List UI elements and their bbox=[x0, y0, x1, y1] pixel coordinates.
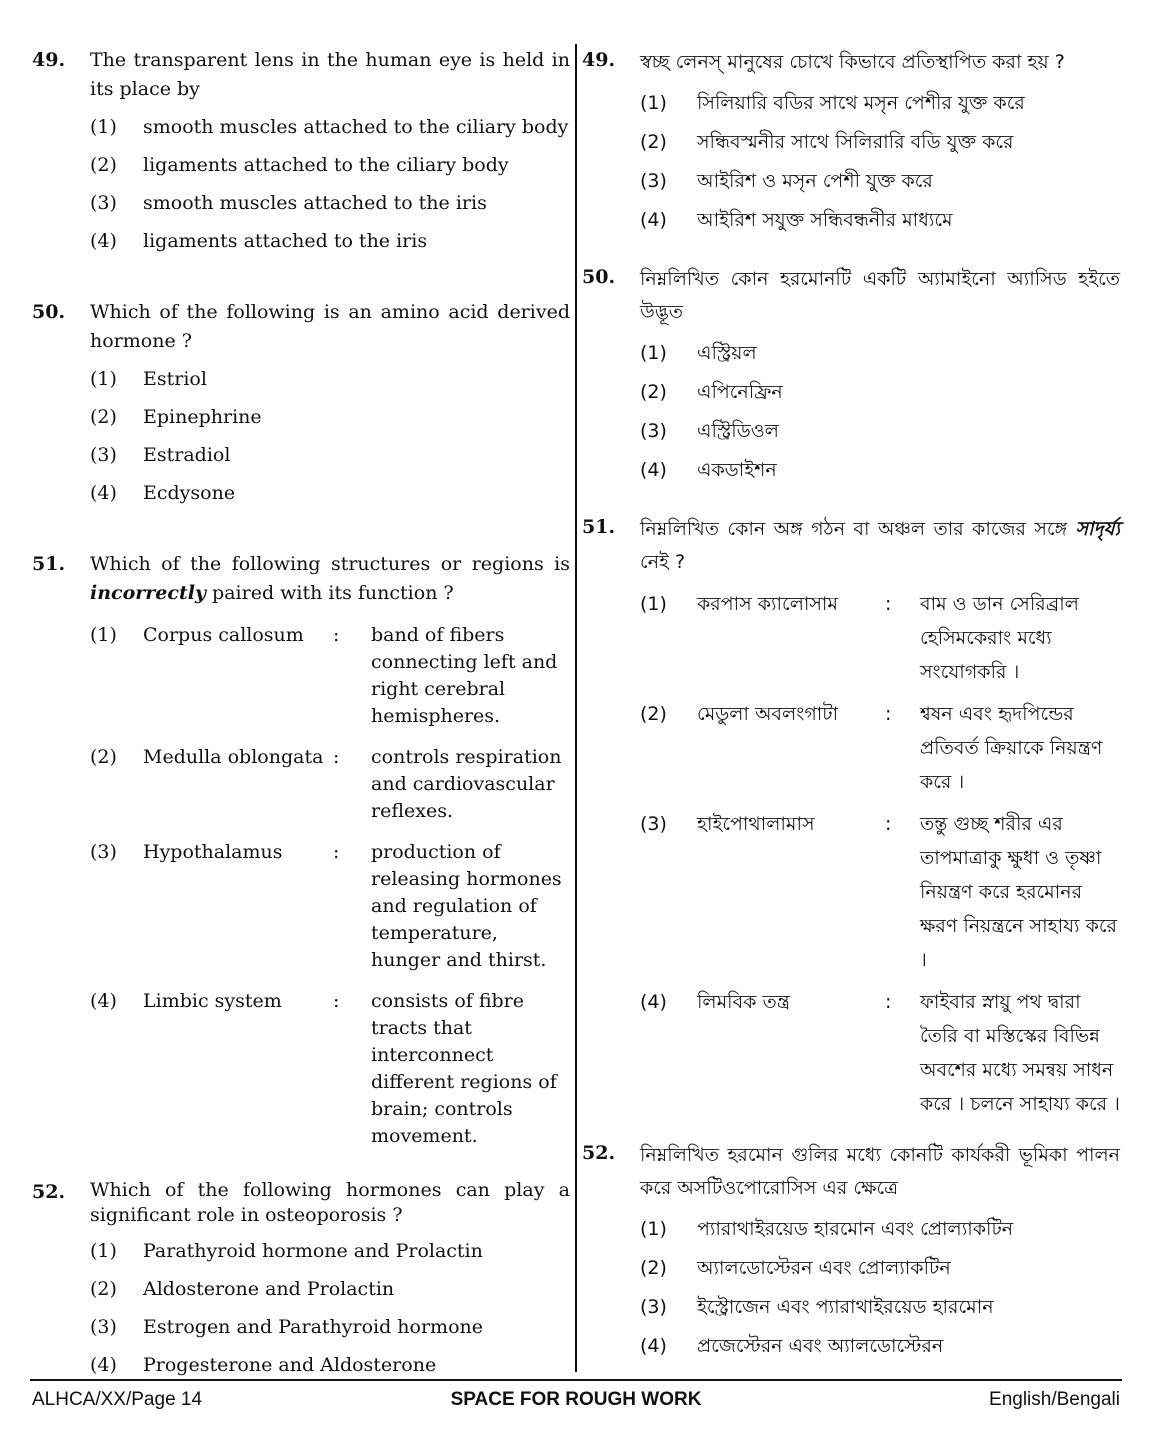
option bbox=[90, 1275, 570, 1304]
option-number: (4) bbox=[90, 1354, 117, 1376]
option-number: (3) bbox=[90, 444, 117, 466]
question-text-before: নিম্নলিখিত কোন অঙ্গ গঠন বা অঞ্চল তার কাজের সঙ্গে bbox=[640, 518, 1068, 540]
option-text: Estriol bbox=[143, 368, 207, 390]
option-number: (1) bbox=[640, 1218, 667, 1240]
question-49-bengali bbox=[582, 46, 1120, 235]
pair-term: Medulla oblongata bbox=[143, 746, 324, 768]
pair-term: Limbic system bbox=[143, 990, 282, 1012]
option-text: Estradiol bbox=[143, 444, 231, 466]
pair-description: production of releasing hormones and regulation of temperature, hunger and thirst. bbox=[371, 841, 562, 971]
question-49 bbox=[32, 46, 570, 256]
option-number: (1) bbox=[90, 1240, 117, 1262]
option-text: সন্ধিবস্মনীর সাথে সিলিরারি বডি যুক্ত করে bbox=[697, 131, 1014, 153]
bengali-column bbox=[582, 46, 1120, 1361]
option-text: Progesterone and Aldosterone bbox=[143, 1354, 437, 1376]
pair-term: লিমবিক তন্ত্র bbox=[697, 991, 790, 1013]
english-column bbox=[32, 46, 570, 1380]
question-50 bbox=[32, 298, 570, 508]
option bbox=[90, 1351, 570, 1380]
option-number: (2) bbox=[640, 381, 667, 403]
option bbox=[90, 227, 570, 256]
option-number: (2) bbox=[90, 1278, 117, 1300]
question-text: স্বচ্ছ লেনস্ মানুষের চোখে কিভাবে প্রতিস্থাপিত করা হয় ? bbox=[640, 51, 1065, 73]
option-number: (3) bbox=[640, 170, 667, 192]
option-number: (1) bbox=[90, 368, 117, 390]
option-number: (3) bbox=[90, 841, 117, 863]
option-text: ইস্ট্রোজেন এবং প্যারাথাইরয়েড হারমোন bbox=[697, 1296, 994, 1318]
question-text: The transparent lens in the human eye is held in its place by bbox=[90, 49, 570, 100]
option-text: Estrogen and Parathyroid hormone bbox=[143, 1316, 483, 1338]
option-number: (2) bbox=[640, 131, 667, 153]
pair-description: controls respiration and cardiovascular reflexes. bbox=[371, 746, 562, 822]
pair-term: Corpus callosum bbox=[143, 624, 304, 646]
option-text: একডাইশন bbox=[697, 459, 777, 481]
option-number: (2) bbox=[90, 154, 117, 176]
option bbox=[90, 365, 570, 394]
option-text: এস্ট্রিয়ল bbox=[697, 342, 757, 364]
option-text: আইরিশ সযুক্ত সন্ধিবন্ধনীর মাধ্যমে bbox=[697, 209, 953, 231]
match-pair bbox=[90, 744, 570, 825]
option-text: smooth muscles attached to the iris bbox=[143, 192, 487, 214]
question-number: 49. bbox=[582, 49, 616, 71]
question-number: 49. bbox=[32, 49, 66, 71]
option-text: Epinephrine bbox=[143, 406, 262, 428]
option bbox=[640, 1332, 1120, 1361]
option bbox=[640, 456, 1120, 485]
option bbox=[640, 417, 1120, 446]
match-pair bbox=[90, 988, 570, 1150]
option bbox=[90, 479, 570, 508]
option-text: এপিনেফ্রিন bbox=[697, 381, 783, 403]
option bbox=[640, 339, 1120, 368]
pair-description: শ্বষন এবং হৃদপিন্ডের প্রতিবর্ত ক্রিয়াকে নিয়ন্ত্রণ করে । bbox=[920, 703, 1103, 793]
option-number: (4) bbox=[640, 991, 667, 1013]
option bbox=[90, 189, 570, 218]
option bbox=[640, 1293, 1120, 1322]
option-text: প্রজেস্টেরন এবং অ্যালডোস্টেরন bbox=[697, 1335, 944, 1357]
question-text bbox=[90, 550, 570, 608]
column-divider bbox=[575, 44, 577, 1372]
match-pair bbox=[90, 622, 570, 730]
option bbox=[90, 1237, 570, 1266]
pair-term: মেডুলা অবলংগাটা bbox=[697, 703, 839, 725]
option bbox=[90, 151, 570, 180]
pair-colon: : bbox=[885, 813, 892, 835]
option-number: (2) bbox=[640, 703, 667, 725]
pair-term: হাইপোথালামাস bbox=[697, 813, 815, 835]
option-number: (1) bbox=[640, 92, 667, 114]
page-code: ALHCA/XX/Page 14 bbox=[32, 1389, 203, 1410]
option-number: (1) bbox=[640, 593, 667, 615]
question-number: 50. bbox=[32, 301, 66, 323]
option-number: (4) bbox=[640, 1335, 667, 1357]
option-number: (1) bbox=[90, 116, 117, 138]
question-text bbox=[640, 513, 1120, 579]
option-number: (4) bbox=[90, 230, 117, 252]
option bbox=[640, 167, 1120, 196]
option bbox=[90, 441, 570, 470]
option-number: (4) bbox=[640, 209, 667, 231]
question-number: 52. bbox=[32, 1181, 66, 1203]
option-number: (2) bbox=[640, 1257, 667, 1279]
pair-colon: : bbox=[885, 991, 892, 1013]
option bbox=[640, 206, 1120, 235]
pair-term: Hypothalamus bbox=[143, 841, 283, 863]
option-text: প্যারাথাইরয়েড হারমোন এবং প্রোল্যাকটিন bbox=[697, 1218, 1014, 1240]
option-number: (4) bbox=[640, 459, 667, 481]
match-pair bbox=[640, 985, 1120, 1121]
option bbox=[640, 378, 1120, 407]
question-52-bengali bbox=[582, 1139, 1120, 1361]
question-emphasis: সাদৃর্য্য bbox=[1075, 518, 1120, 540]
option-number: (4) bbox=[90, 990, 117, 1012]
question-number: 51. bbox=[582, 516, 616, 538]
option bbox=[640, 1215, 1120, 1244]
pair-term: করপাস ক্যালোসাম bbox=[697, 593, 838, 615]
pair-description: বাম ও ডান সেরিব্রাল হেসিমকেরাং মধ্যে সংযোগকরি । bbox=[920, 593, 1079, 683]
match-pair bbox=[640, 807, 1120, 977]
option bbox=[640, 128, 1120, 157]
pair-description: band of fibers connecting left and right cerebral hemispheres. bbox=[371, 624, 558, 727]
option-text: Parathyroid hormone and Prolactin bbox=[143, 1240, 483, 1262]
option-text: আইরিশ ও মসৃন পেশী যুক্ত করে bbox=[697, 170, 933, 192]
option-text: সিলিয়ারি বডির সাথে মসৃন পেশীর যুক্ত করে bbox=[697, 92, 1025, 114]
match-pair bbox=[90, 839, 570, 974]
option-number: (3) bbox=[90, 1316, 117, 1338]
pair-description: তন্তু গুচ্ছ শরীর এর তাপমাত্রাকু ক্ষুধা ও তৃষ্ণা নিয়ন্ত্রণ করে হরমোনর ক্ষরণ নিয়ন্ত্রনে সাহায্য করে । bbox=[920, 813, 1117, 971]
match-pair bbox=[640, 587, 1120, 689]
option-text: Aldosterone and Prolactin bbox=[143, 1278, 395, 1300]
question-52 bbox=[32, 1178, 570, 1380]
option-text: smooth muscles attached to the ciliary body bbox=[143, 116, 569, 138]
option bbox=[90, 1313, 570, 1342]
footer-rule bbox=[30, 1379, 1122, 1381]
option-number: (3) bbox=[640, 420, 667, 442]
pair-colon: : bbox=[333, 990, 340, 1012]
question-text: নিম্নলিখিত কোন হরমোনটি একটি অ্যামাইনো অ্যাসিড হইতে উদ্ভূত bbox=[640, 268, 1120, 323]
pair-colon: : bbox=[333, 841, 340, 863]
option bbox=[90, 403, 570, 432]
language-label: English/Bengali bbox=[989, 1389, 1120, 1410]
question-emphasis: incorrectly bbox=[90, 582, 206, 604]
pair-colon: : bbox=[885, 703, 892, 725]
option-number: (3) bbox=[90, 192, 117, 214]
question-text-after: paired with its function ? bbox=[212, 582, 454, 604]
match-pair bbox=[640, 697, 1120, 799]
option-number: (1) bbox=[90, 624, 117, 646]
option-text: ligaments attached to the ciliary body bbox=[143, 154, 509, 176]
question-text: নিম্নলিখিত হরমোন গুলির মধ্যে কোনটি কার্যকরী ভূমিকা পালন করে অসটিওপোরোসিস এর ক্ষেত্রে bbox=[640, 1144, 1120, 1199]
option-number: (3) bbox=[640, 813, 667, 835]
question-text-after: নেই ? bbox=[640, 551, 686, 573]
option-number: (1) bbox=[640, 342, 667, 364]
option-text: এস্ট্রিডিওল bbox=[697, 420, 779, 442]
option bbox=[90, 113, 570, 142]
question-text-before: Which of the following structures or regions is bbox=[90, 553, 570, 575]
pair-colon: : bbox=[885, 593, 892, 615]
question-50-bengali bbox=[582, 263, 1120, 485]
option-number: (2) bbox=[90, 746, 117, 768]
question-number: 50. bbox=[582, 266, 616, 288]
option bbox=[640, 1254, 1120, 1283]
option-number: (4) bbox=[90, 482, 117, 504]
option-text: Ecdysone bbox=[143, 482, 236, 504]
option-number: (3) bbox=[640, 1296, 667, 1318]
question-number: 51. bbox=[32, 553, 66, 575]
question-number: 52. bbox=[582, 1142, 616, 1164]
pair-colon: : bbox=[333, 746, 340, 768]
question-51-bengali bbox=[582, 513, 1120, 1121]
pair-colon: : bbox=[333, 624, 340, 646]
pair-description: consists of fibre tracts that interconnect different regions of brain; controls movement. bbox=[371, 990, 557, 1147]
question-51 bbox=[32, 550, 570, 1150]
question-text: Which of the following hormones can play a significant role in osteoporosis ? bbox=[90, 1179, 570, 1226]
option bbox=[640, 89, 1120, 118]
question-text: Which of the following is an amino acid derived hormone ? bbox=[90, 301, 570, 352]
option-text: ligaments attached to the iris bbox=[143, 230, 428, 252]
option-number: (2) bbox=[90, 406, 117, 428]
rough-work-label: SPACE FOR ROUGH WORK bbox=[450, 1389, 702, 1410]
pair-description: ফাইবার স্নায়ু পথ দ্বারা তৈরি বা মস্তিস্কের বিভিন্ন অবশের মধ্যে সমন্বয় সাধন করে । চলনে সাহায্য করে । bbox=[920, 991, 1120, 1115]
option-text: অ্যালডোস্টেরন এবং প্রোল্যাকটিন bbox=[697, 1257, 951, 1279]
